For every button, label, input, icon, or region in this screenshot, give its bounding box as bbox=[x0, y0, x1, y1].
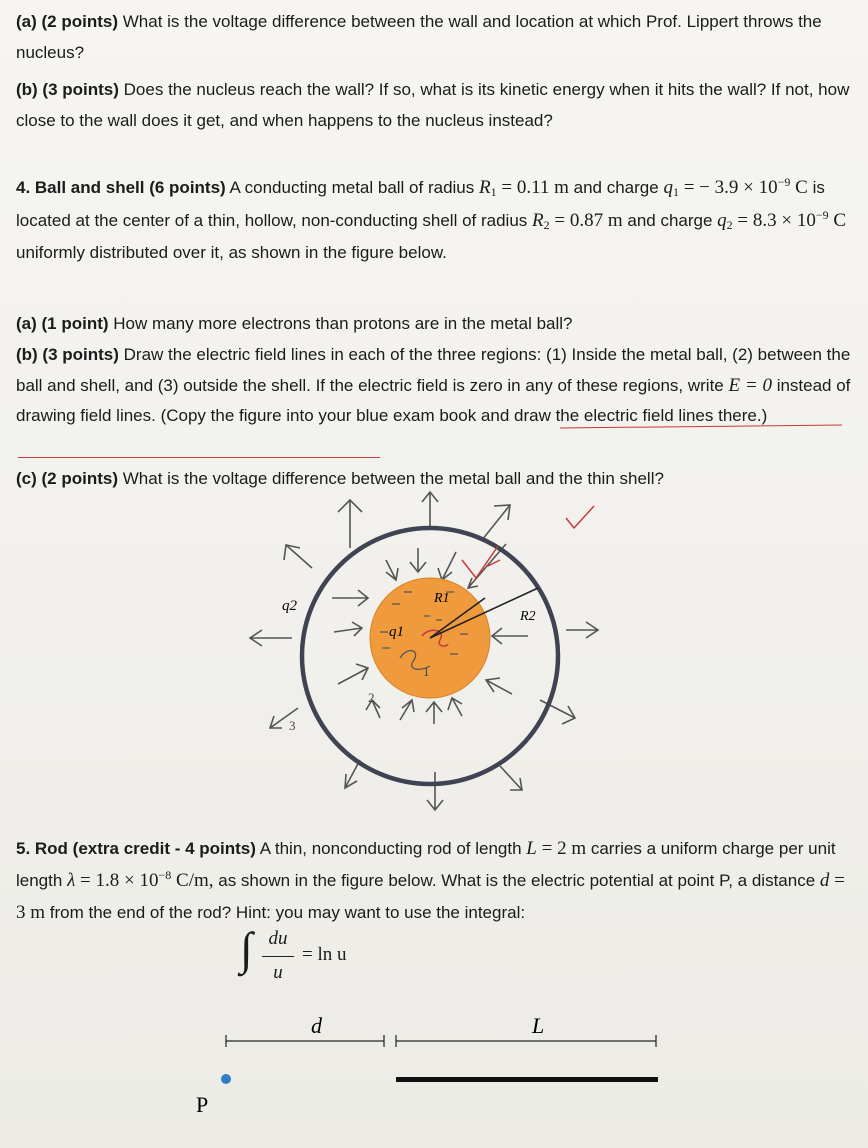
label-p: P bbox=[196, 1092, 209, 1117]
symbol: R bbox=[479, 177, 491, 198]
part-label: (c) (2 points) bbox=[16, 469, 118, 488]
field-arrow-sketch bbox=[386, 560, 398, 580]
length-expression bbox=[526, 838, 586, 859]
integral-hint bbox=[240, 923, 380, 990]
value: = 8.3 × 10 bbox=[737, 209, 816, 231]
text: carries a uniform charge per unit length bbox=[16, 839, 836, 890]
question-title: 5. Rod (extra credit - 4 points) bbox=[16, 839, 256, 858]
red-ink-underline bbox=[18, 457, 380, 458]
question-text: What is the voltage difference between the wall and location at which Prof. Lippert throws the nucleus? bbox=[16, 12, 822, 62]
part-label: (b) (3 points) bbox=[16, 345, 119, 364]
text: is located at the center of a thin, hollow, non-conducting shell of radius bbox=[16, 178, 825, 230]
value: = 0.11 m bbox=[501, 177, 569, 198]
text: uniformly distributed over it, as shown in the figure below. bbox=[16, 243, 447, 262]
symbol: d bbox=[819, 870, 830, 891]
integral-denominator: u bbox=[273, 962, 283, 983]
question-text: Does the nucleus reach the wall? If so, what is its kinetic energy when it hits the wall? If not, how close to the wall does it get, and when happens to the nucleus instead? bbox=[16, 80, 850, 130]
part-label: (b) (3 points) bbox=[16, 80, 119, 99]
q4-part-b bbox=[16, 340, 856, 432]
field-arrow-sketch bbox=[438, 552, 456, 580]
region-1-label: 1 bbox=[423, 664, 430, 679]
field-arrow-sketch bbox=[338, 664, 368, 684]
field-arrow-sketch bbox=[500, 766, 522, 790]
value: = 2 m bbox=[541, 838, 587, 859]
q4-statement bbox=[16, 172, 856, 270]
text: A conducting metal ball of radius bbox=[229, 178, 475, 197]
value: = 3 m bbox=[16, 870, 845, 923]
charged-rod bbox=[396, 1077, 658, 1082]
integral-sign: ∫ bbox=[240, 923, 253, 974]
lambda-expression bbox=[67, 870, 213, 891]
exponent: −9 bbox=[777, 175, 791, 189]
symbol: q bbox=[717, 209, 727, 231]
zero-field-expression bbox=[729, 375, 772, 396]
field-arrow-sketch bbox=[410, 548, 426, 572]
text: and charge bbox=[573, 178, 659, 197]
exponent: −9 bbox=[815, 207, 829, 222]
subscript: 1 bbox=[490, 185, 497, 199]
question-text: What is the voltage difference between the metal ball and the thin shell? bbox=[122, 469, 664, 488]
field-arrow-sketch bbox=[486, 678, 512, 694]
label-r2: R2 bbox=[520, 609, 536, 624]
field-arrow-sketch bbox=[284, 545, 312, 568]
region-3-label: 3 bbox=[289, 718, 296, 733]
question-text: How many more electrons than protons are in the metal ball? bbox=[113, 314, 573, 333]
label-r1: R1 bbox=[434, 591, 450, 606]
q5-statement bbox=[16, 833, 856, 929]
unit: C/m, bbox=[176, 870, 214, 891]
field-arrow-sketch bbox=[332, 590, 368, 606]
part-label: (a) (2 points) bbox=[16, 12, 118, 31]
dimension-lines bbox=[226, 1035, 656, 1047]
r1-expression bbox=[479, 177, 569, 198]
field-arrow-sketch bbox=[492, 628, 528, 644]
field-arrow-sketch bbox=[250, 630, 292, 646]
field-arrow-sketch bbox=[426, 702, 442, 724]
equation: E = 0 bbox=[728, 374, 772, 396]
subscript: 1 bbox=[672, 185, 679, 199]
field-arrow-sketch bbox=[334, 622, 362, 636]
integral-result: = ln u bbox=[302, 944, 347, 965]
value: = 1.8 × 10 bbox=[80, 870, 159, 891]
q2-expression bbox=[717, 207, 847, 232]
field-arrow-sketch bbox=[427, 772, 443, 810]
part-label: (a) (1 point) bbox=[16, 314, 109, 333]
q1-expression bbox=[663, 177, 807, 198]
prev-part-a bbox=[16, 6, 856, 68]
text: A thin, nonconducting rod of length bbox=[259, 839, 522, 858]
label-d: d bbox=[311, 1013, 322, 1038]
red-check-icon bbox=[566, 506, 594, 528]
symbol: q bbox=[663, 177, 673, 198]
prev-part-b bbox=[16, 74, 856, 136]
symbol: λ bbox=[67, 870, 76, 891]
question-title: 4. Ball and shell (6 points) bbox=[16, 178, 226, 197]
field-arrow-sketch bbox=[482, 505, 510, 540]
field-arrow-sketch bbox=[400, 700, 414, 720]
field-arrow-sketch bbox=[448, 698, 462, 716]
region-2-label: 2 bbox=[368, 690, 375, 705]
question-text: instead of drawing field lines. (Copy the figure into your blue exam book and draw the electric field lines there.) bbox=[16, 375, 851, 425]
label-l: L bbox=[532, 1013, 545, 1038]
symbol: R bbox=[532, 209, 544, 231]
symbol: L bbox=[526, 838, 537, 859]
question-text: Draw the electric field lines in each of the three regions: (1) Inside the metal ball, (2) between the ball and shell, and (3) outside the shell. If the electric field is zero in any of these regions, write bbox=[16, 345, 851, 395]
fraction-bar bbox=[262, 956, 294, 957]
field-arrow-sketch bbox=[422, 492, 438, 528]
unit: C bbox=[795, 177, 808, 198]
ball-shell-figure bbox=[230, 490, 630, 820]
subscript: 2 bbox=[726, 217, 733, 232]
value: = 0.87 m bbox=[554, 209, 623, 231]
text: from the end of the rod? Hint: you may want to use the integral: bbox=[49, 903, 526, 922]
rod-figure bbox=[190, 1005, 670, 1135]
r2-expression bbox=[532, 210, 623, 231]
value: = − 3.9 × 10 bbox=[683, 177, 778, 198]
point-p-marker bbox=[221, 1074, 231, 1084]
subscript: 2 bbox=[543, 217, 550, 232]
label-q1: q1 bbox=[389, 624, 404, 640]
field-arrow-sketch bbox=[566, 622, 598, 638]
unit: C bbox=[833, 209, 847, 231]
exponent: −8 bbox=[158, 868, 172, 882]
text: and charge bbox=[627, 210, 713, 230]
field-arrow-sketch bbox=[338, 500, 362, 548]
q4-part-a bbox=[16, 308, 856, 339]
text: as shown in the figure below. What is the electric potential at point P, a distance bbox=[218, 871, 816, 890]
integral-numerator: du bbox=[268, 928, 288, 949]
label-q2: q2 bbox=[282, 598, 297, 614]
